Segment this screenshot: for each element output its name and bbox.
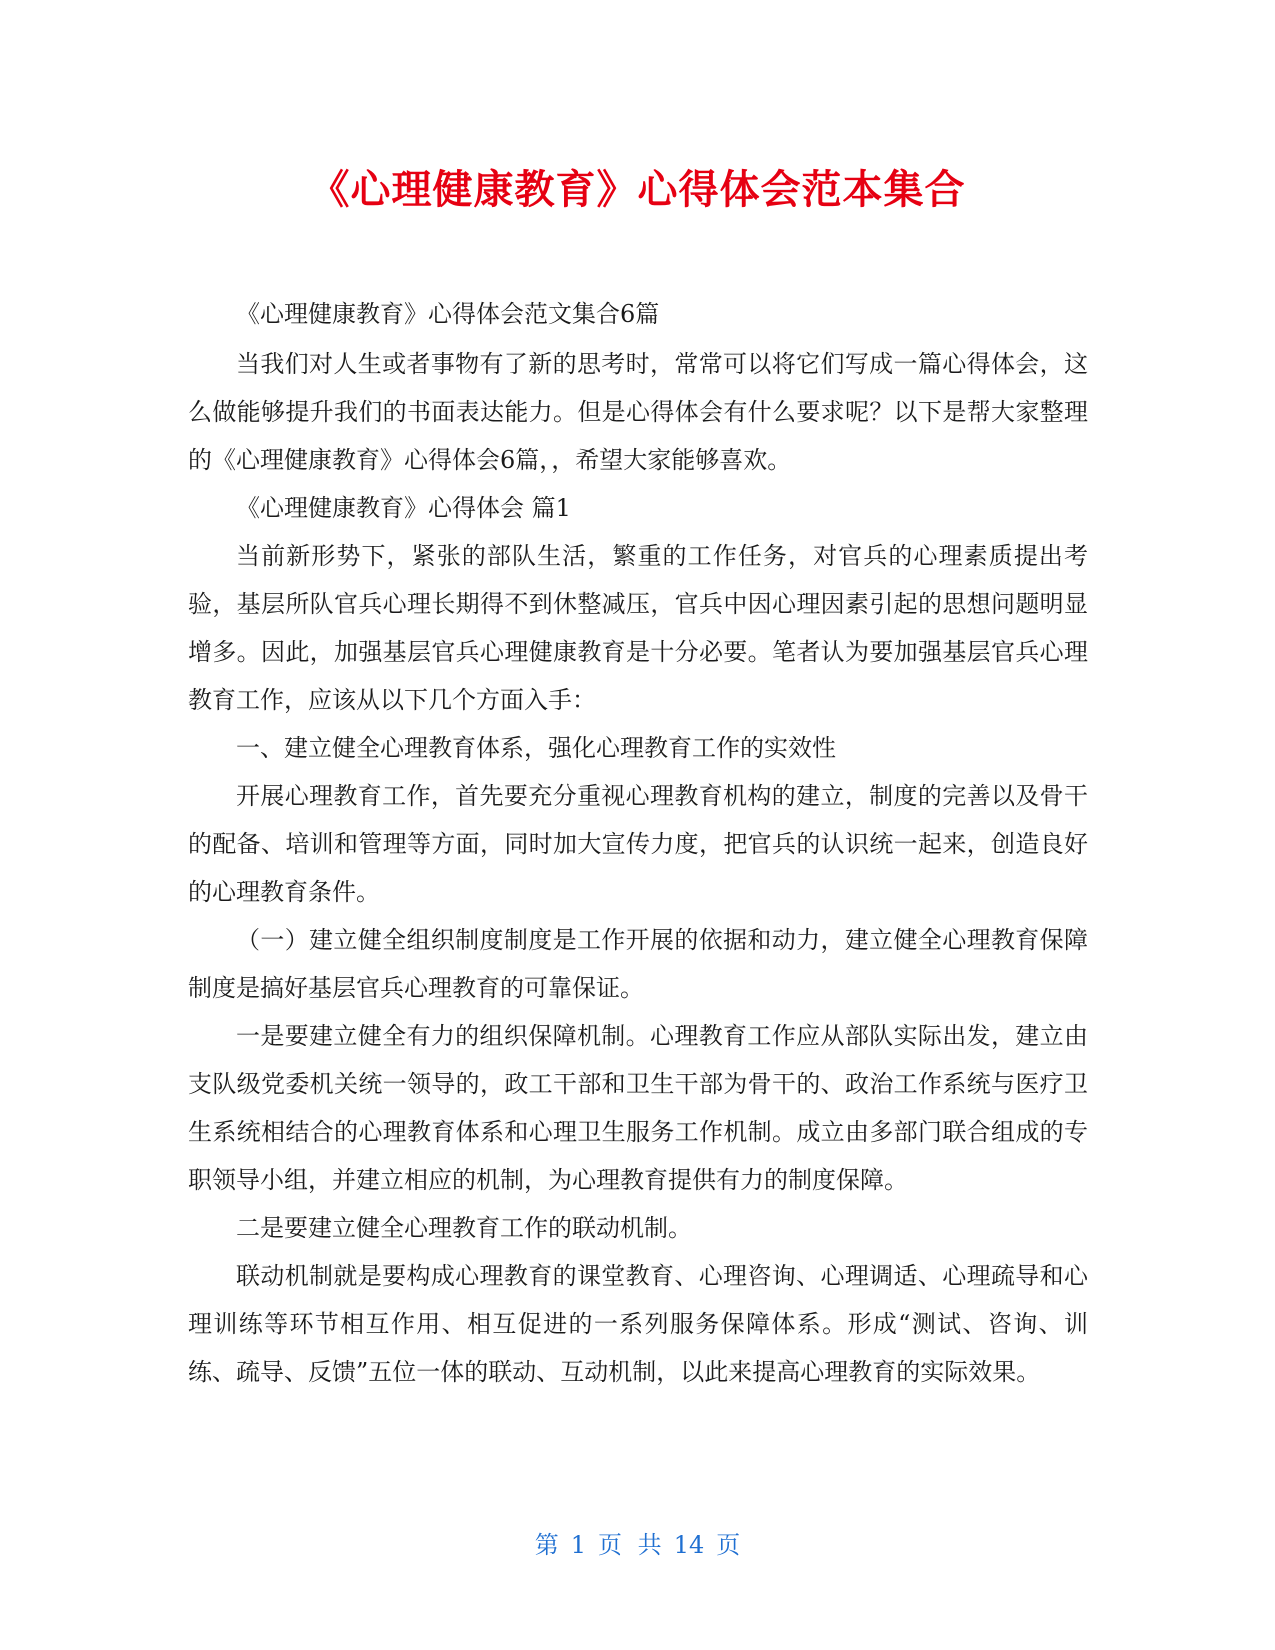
footer-total-pages: 14 — [673, 1531, 705, 1559]
paragraph: （一）建立健全组织制度制度是工作开展的依据和动力，建立健全心理教育保障制度是搞好基层官兵心理教育的可靠保证。 — [188, 926, 1088, 1002]
footer-suffix: 页 — [716, 1531, 741, 1559]
footer-middle: 页 共 — [598, 1531, 662, 1559]
paragraph-heading: 一、建立健全心理教育体系，强化心理教育工作的实效性 — [236, 734, 836, 762]
paragraph-section-heading: 《心理健康教育》心得体会 篇1 — [236, 494, 571, 522]
document-title: 《心理健康教育》心得体会范本集合 — [309, 167, 966, 213]
paragraph: 当前新形势下，紧张的部队生活，繁重的工作任务，对官兵的心理素质提出考验，基层所队官兵心理长期得不到休整减压，官兵中因心理因素引起的思想问题明显增多。因此，加强基层官兵心理健康教育是十分必要。笔者认为要加强基层官兵心理教育工作，应该从以下几个方面入手： — [188, 542, 1088, 714]
footer-current-page: 1 — [570, 1531, 587, 1559]
paragraph-subtitle: 《心理健康教育》心得体会范文集合6篇 — [236, 300, 660, 328]
paragraph: 一是要建立健全有力的组织保障机制。心理教育工作应从部队实际出发，建立由支队级党委机关统一领导的，政工干部和卫生干部为骨干的、政治工作系统与医疗卫生系统相结合的心理教育体系和心理卫生服务工作机制。成立由多部门联合组成的专职领导小组，并建立相应的机制，为心理教育提供有力的制度保障。 — [188, 1022, 1088, 1194]
footer-prefix: 第 — [534, 1531, 559, 1559]
paragraph: 联动机制就是要构成心理教育的课堂教育、心理咨询、心理调适、心理疏导和心理训练等环节相互作用、相互促进的一系列服务保障体系。形成“测试、咨询、训练、疏导、反馈”五位一体的联动、互动机制，以此来提高心理教育的实际效果。 — [188, 1262, 1088, 1386]
document-body — [188, 290, 1088, 1396]
page-footer — [0, 1528, 1275, 1562]
paragraph-intro: 当我们对人生或者事物有了新的思考时，常常可以将它们写成一篇心得体会，这么做能够提升我们的书面表达能力。但是心得体会有什么要求呢？以下是帮大家整理的《心理健康教育》心得体会6篇，，希望大家能够喜欢。 — [188, 350, 1088, 474]
paragraph: 开展心理教育工作，首先要充分重视心理教育机构的建立，制度的完善以及骨干的配备、培训和管理等方面，同时加大宣传力度，把官兵的认识统一起来，创造良好的心理教育条件。 — [188, 782, 1088, 906]
paragraph: 二是要建立健全心理教育工作的联动机制。 — [236, 1214, 692, 1242]
